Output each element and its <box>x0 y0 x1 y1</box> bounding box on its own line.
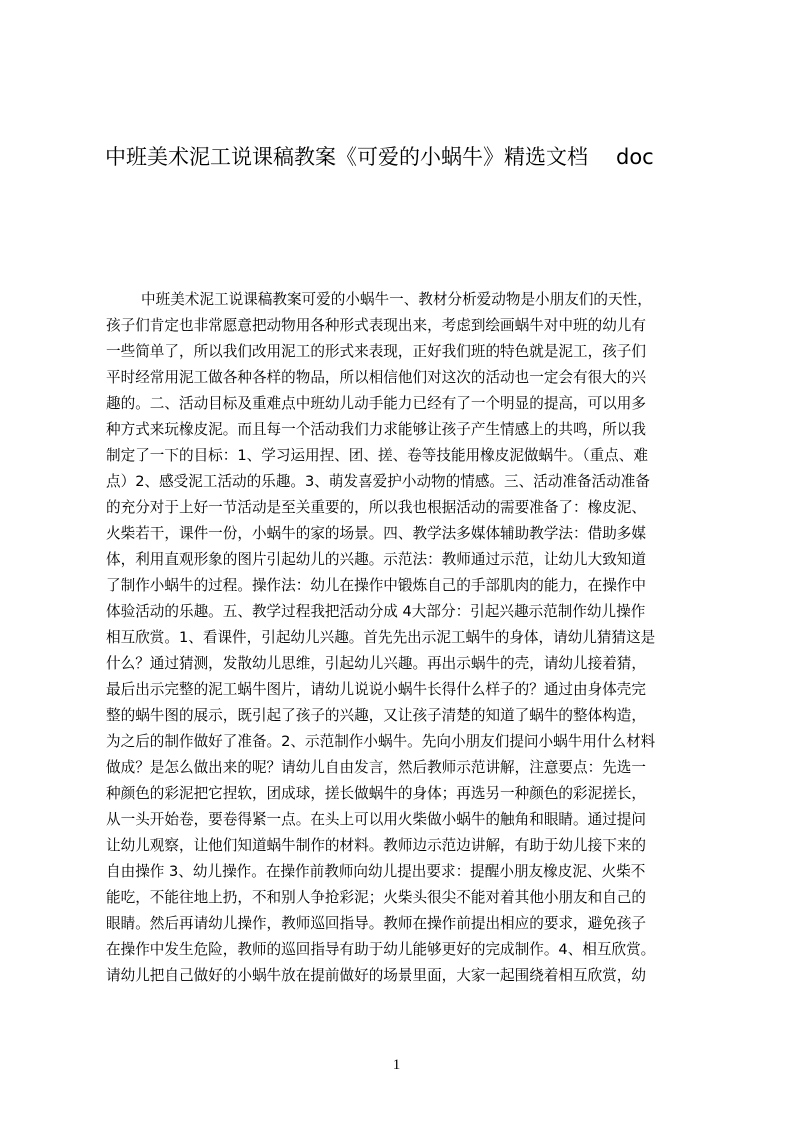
title-text: 中班美术泥工说课稿教案《可爱的小蜗牛》精选文档 <box>105 145 588 169</box>
text-line: 做成？是怎么做出来的呢？请幼儿自由发言，然后教师示范讲解，注意要点：先选一 <box>106 759 646 776</box>
document-title <box>105 143 705 171</box>
text-line: 制定了一下的目标：1、学习运用捏、团、搓、卷等技能用橡皮泥做蜗牛。（重点、难 <box>106 447 648 464</box>
title-suffix: doc <box>616 145 654 169</box>
text-line: 相互欣赏。1、看课件，引起幼儿兴趣。首先先出示泥工蜗牛的身体，请幼儿猜猜这是 <box>106 629 656 646</box>
text-line: 让幼儿观察，让他们知道蜗牛制作的材料。教师边示范边讲解，有助于幼儿接下来的 <box>106 837 646 854</box>
text-line: 的充分对于上好一节活动是至关重要的，所以我也根据活动的需要准备了：橡皮泥、 <box>106 499 646 516</box>
text-line: 平时经常用泥工做各种各样的物品，所以相信他们对这次的活动也一定会有很大的兴 <box>106 369 646 386</box>
text-line: 了制作小蜗牛的过程。操作法：幼儿在操作中锻炼自己的手部肌肉的能力，在操作中 <box>106 577 646 594</box>
text-line: 自由操作 3、幼儿操作。在操作前教师向幼儿提出要求：提醒小朋友橡皮泥、火柴不 <box>106 863 646 880</box>
text-line: 在操作中发生危险，教师的巡回指导有助于幼儿能够更好的完成制作。4、相互欣赏。 <box>106 941 656 958</box>
text-line: 一些简单了，所以我们改用泥工的形式来表现，正好我们班的特色就是泥工，孩子们 <box>106 343 646 360</box>
text-line: 眼睛。然后再请幼儿操作，教师巡回指导。教师在操作前提出相应的要求，避免孩子 <box>106 915 646 932</box>
text-line: 能吃，不能往地上扔，不和别人争抢彩泥；火柴头很尖不能对着其他小朋友和自己的 <box>106 889 646 906</box>
text-line: 种方式来玩橡皮泥。而且每一个活动我们力求能够让孩子产生情感上的共鸣，所以我 <box>106 421 646 438</box>
text-line: 孩子们肯定也非常愿意把动物用各种形式表现出来，考虑到绘画蜗牛对中班的幼儿有 <box>106 317 646 334</box>
text-line: 点）2、感受泥工活动的乐趣。3、萌发喜爱护小动物的情感。三、活动准备活动准备 <box>106 473 650 490</box>
text-line: 从一头开始卷，要卷得紧一点。在头上可以用火柴做小蜗牛的触角和眼睛。通过提问 <box>106 811 646 828</box>
text-line: 体验活动的乐趣。五、教学过程我把活动分成 4大部分：引起兴趣示范制作幼儿操作 <box>106 603 646 620</box>
text-line: 体，利用直观形象的图片引起幼儿的兴趣。示范法：教师通过示范，让幼儿大致知道 <box>106 551 646 568</box>
body-paragraph <box>106 287 698 989</box>
text-line: 火柴若干，课件一份，小蜗牛的家的场景。四、教学法多媒体辅助教学法：借助多媒 <box>106 525 646 542</box>
text-line: 最后出示完整的泥工蜗牛图片，请幼儿说说小蜗牛长得什么样子的？通过由身体壳完 <box>106 681 646 698</box>
text-line: 什么？通过猜测，发散幼儿思维，引起幼儿兴趣。再出示蜗牛的壳，请幼儿接着猜， <box>106 655 646 672</box>
text-line: 中班美术泥工说课稿教案可爱的小蜗牛一、教材分析爱动物是小朋友们的天性， <box>141 291 652 308</box>
text-line: 整的蜗牛图的展示，既引起了孩子的兴趣，又让孩子清楚的知道了蜗牛的整体构造， <box>106 707 646 724</box>
text-line: 请幼儿把自己做好的小蜗牛放在提前做好的场景里面，大家一起围绕着相互欣赏，幼 <box>106 967 646 984</box>
text-line: 趣的。二、活动目标及重难点中班幼儿动手能力已经有了一个明显的提高，可以用多 <box>106 395 646 412</box>
text-line: 种颜色的彩泥把它捏软，团成球，搓长做蜗牛的身体；再选另一种颜色的彩泥搓长， <box>106 785 646 802</box>
page-number: 1 <box>392 1057 401 1073</box>
text-line: 为之后的制作做好了准备。2、示范制作小蜗牛。先向小朋友们提问小蜗牛用什么材料 <box>106 733 656 750</box>
